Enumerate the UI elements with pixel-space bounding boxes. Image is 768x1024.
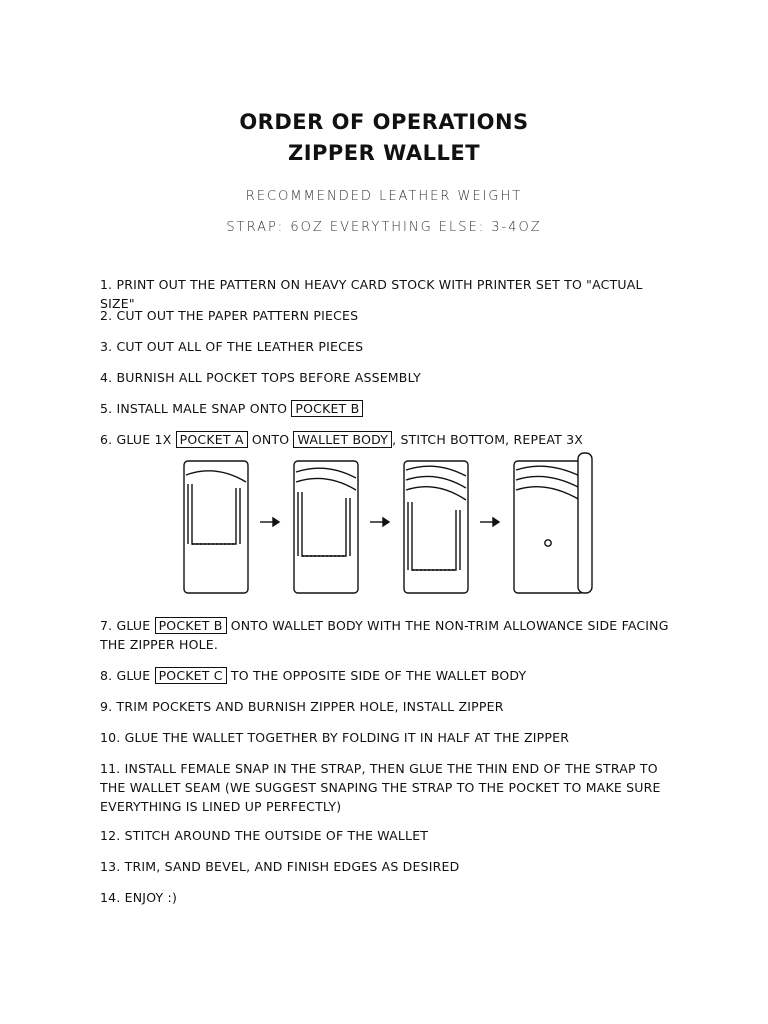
leather-weight-values: STRAP: 6OZ EVERYTHING ELSE: 3-4OZ (226, 220, 542, 235)
step-8-post: TO THE OPPOSITE SIDE OF THE WALLET BODY (230, 668, 527, 683)
step-5-text: 5. INSTALL MALE SNAP ONTO (100, 401, 288, 416)
step-13: 13. TRIM, SAND BEVEL, AND FINISH EDGES AS DESIRED (100, 859, 460, 874)
leather-weight-heading: RECOMMENDED LEATHER WEIGHT (245, 189, 523, 204)
step-8 (100, 666, 680, 685)
finished-wallet-stage-icon (514, 453, 592, 593)
pocket-c-label: POCKET C (155, 667, 227, 684)
step-14: 14. ENJOY :) (100, 890, 178, 905)
pocket-b-label: POCKET B (155, 617, 227, 634)
two-pockets-stage-icon (294, 461, 358, 593)
step-11: 11. INSTALL FEMALE SNAP IN THE STRAP, THEN GLUE THE THIN END OF THE STRAP TO THE WALLET SEAM (WE SUGGEST SNAPING THE STRAP TO THE POCKET TO MAKE SURE EVERYTHING IS LINED UP PERFECTLY) (100, 761, 661, 814)
step-5 (100, 399, 680, 418)
assembly-diagram (180, 452, 600, 602)
page-title-line1: ORDER OF OPERATIONS (239, 110, 529, 134)
pocket-a-label: POCKET A (176, 431, 248, 448)
page-title-line2: ZIPPER WALLET (287, 141, 481, 165)
three-pockets-stage-icon (404, 461, 468, 593)
one-pocket-stage-icon (184, 461, 248, 593)
step-2: 2. CUT OUT THE PAPER PATTERN PIECES (100, 308, 359, 323)
right-arrow-icon (260, 518, 279, 526)
step-6-post: , STITCH BOTTOM, REPEAT 3X (392, 432, 584, 447)
wallet-body-label: WALLET BODY (293, 431, 392, 448)
step-6 (100, 430, 680, 449)
step-4: 4. BURNISH ALL POCKET TOPS BEFORE ASSEMBLY (100, 370, 421, 385)
right-arrow-icon (370, 518, 389, 526)
step-12: 12. STITCH AROUND THE OUTSIDE OF THE WALLET (100, 828, 429, 843)
step-1: 1. PRINT OUT THE PATTERN ON HEAVY CARD STOCK WITH PRINTER SET TO "ACTUAL SIZE" (100, 277, 643, 311)
step-9: 9. TRIM POCKETS AND BURNISH ZIPPER HOLE, INSTALL ZIPPER (100, 699, 504, 714)
step-8-text: 8. GLUE (100, 668, 151, 683)
step-6-mid: ONTO (251, 432, 290, 447)
step-10: 10. GLUE THE WALLET TOGETHER BY FOLDING IT IN HALF AT THE ZIPPER (100, 730, 570, 745)
pocket-b-label: POCKET B (291, 400, 363, 417)
step-7 (100, 616, 680, 654)
step-3: 3. CUT OUT ALL OF THE LEATHER PIECES (100, 339, 364, 354)
step-7-post: ONTO WALLET BODY WITH THE NON-TRIM ALLOWANCE SIDE FACING THE ZIPPER HOLE. (100, 618, 669, 652)
step-6-text: 6. GLUE 1X (100, 432, 172, 447)
step-7-text: 7. GLUE (100, 618, 151, 633)
right-arrow-icon (480, 518, 499, 526)
